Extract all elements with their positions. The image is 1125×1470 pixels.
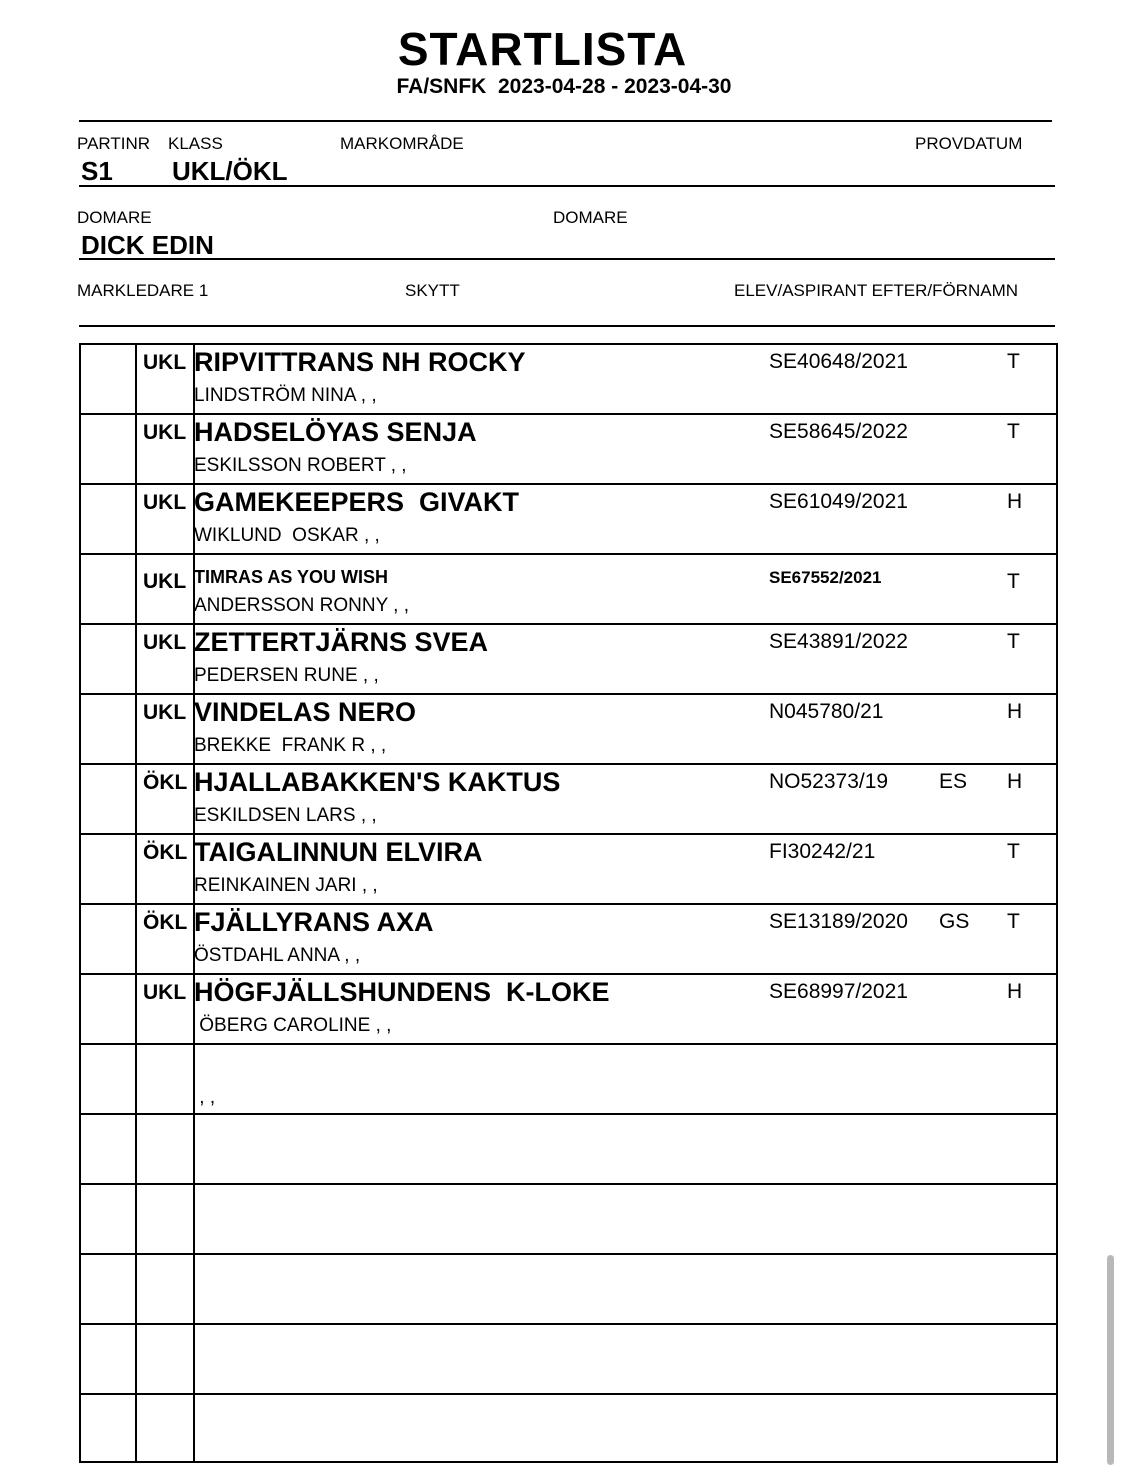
dog-name: HJALLABAKKEN'S KAKTUS (194, 767, 561, 797)
start-number-cell (81, 345, 137, 413)
start-number-cell (81, 555, 137, 623)
table-row (81, 975, 1056, 1045)
event-subtitle: FA/SNFK 2023-04-28 - 2023-04-30 (396, 75, 732, 98)
table-row (81, 415, 1056, 485)
skytt-label: SKYTT (405, 281, 460, 300)
header-divider (79, 120, 1052, 122)
entry-class: UKL (143, 701, 187, 724)
entry-extra: GS (939, 910, 970, 933)
owner-name: PEDERSEN RUNE , , (194, 665, 379, 686)
start-list-table (79, 343, 1058, 1463)
owner-name: BREKKE FRANK R , , (194, 735, 387, 756)
owner-name: ÖSTDAHL ANNA , , (194, 945, 361, 966)
dog-sex: T (1007, 840, 1020, 863)
dog-name: TAIGALINNUN ELVIRA (194, 837, 483, 867)
dog-sex: H (1007, 980, 1023, 1003)
start-number-cell (81, 695, 137, 763)
table-row (81, 835, 1056, 905)
dog-name: HÖGFJÄLLSHUNDENS K-LOKE (194, 977, 610, 1007)
start-number-cell (81, 1045, 137, 1113)
table-row (81, 345, 1056, 415)
table-row (81, 905, 1056, 975)
table-row (81, 555, 1056, 625)
dog-sex: T (1007, 630, 1020, 653)
domare1-value: DICK EDIN (81, 230, 214, 260)
owner-name: ÖBERG CAROLINE , , (194, 1015, 392, 1036)
entry-class: ÖKL (143, 911, 188, 934)
page-title: STARTLISTA (397, 23, 688, 75)
start-number-cell (81, 1395, 137, 1461)
provdatum-label: PROVDATUM (915, 134, 1023, 153)
table-row (81, 1325, 1056, 1395)
registration-number: SE43891/2022 (769, 630, 908, 653)
dog-sex: T (1007, 570, 1020, 593)
registration-number: SE67552/2021 (769, 568, 882, 587)
start-number-cell (81, 485, 137, 553)
table-row (81, 695, 1056, 765)
entry-class: ÖKL (143, 771, 188, 794)
registration-number: SE13189/2020 (769, 910, 908, 933)
entry-class: UKL (143, 570, 187, 593)
entry-class: UKL (143, 351, 187, 374)
klass-label: KLASS (168, 134, 223, 153)
markomrade-label: MARKOMRÅDE (340, 134, 464, 153)
owner-name: LINDSTRÖM NINA , , (194, 385, 377, 406)
dog-name: ZETTERTJÄRNS SVEA (194, 627, 489, 657)
class-cell (137, 1325, 195, 1393)
info-divider-3 (79, 325, 1055, 327)
start-number-cell (81, 1115, 137, 1183)
partinr-value: S1 (81, 156, 113, 186)
dog-name: RIPVITTRANS NH ROCKY (194, 347, 526, 377)
start-number-cell (81, 975, 137, 1043)
owner-name: ESKILDSEN LARS , , (194, 805, 377, 826)
class-cell (137, 1185, 195, 1253)
registration-number: FI30242/21 (769, 840, 876, 863)
dog-sex: H (1007, 770, 1023, 793)
table-row (81, 765, 1056, 835)
start-number-cell (81, 1325, 137, 1393)
class-cell (137, 1395, 195, 1461)
info-divider-2 (79, 258, 1055, 260)
klass-value: UKL/ÖKL (172, 156, 288, 186)
owner-name: REINKAINEN JARI , , (194, 875, 378, 896)
dog-name: FJÄLLYRANS AXA (194, 907, 434, 937)
start-number-cell (81, 1185, 137, 1253)
start-number-cell (81, 765, 137, 833)
registration-number: SE40648/2021 (769, 350, 908, 373)
class-cell (137, 1255, 195, 1323)
table-row (81, 1255, 1056, 1325)
owner-name: ESKILSSON ROBERT , , (194, 455, 407, 476)
table-row (81, 1395, 1056, 1463)
dog-sex: H (1007, 700, 1023, 723)
entry-class: UKL (143, 981, 187, 1004)
table-row (81, 485, 1056, 555)
partinr-label: PARTINR (77, 134, 151, 153)
start-number-cell (81, 625, 137, 693)
table-row (81, 1185, 1056, 1255)
dog-name: TIMRAS AS YOU WISH (194, 567, 389, 587)
dog-sex: H (1007, 490, 1023, 513)
markledare-label: MARKLEDARE 1 (77, 281, 209, 300)
domare1-label: DOMARE (77, 208, 152, 227)
entry-class: UKL (143, 631, 187, 654)
domare2-label: DOMARE (553, 208, 628, 227)
dog-name: HADSELÖYAS SENJA (194, 417, 477, 447)
start-number-cell (81, 905, 137, 973)
dog-sex: T (1007, 350, 1020, 373)
start-number-cell (81, 835, 137, 903)
entry-class: UKL (143, 421, 187, 444)
registration-number: NO52373/19 (769, 770, 889, 793)
entry-extra: ES (939, 770, 968, 793)
dog-name: VINDELAS NERO (194, 697, 417, 727)
registration-number: SE61049/2021 (769, 490, 908, 513)
owner-name: ANDERSSON RONNY , , (194, 595, 410, 616)
table-row (81, 625, 1056, 695)
start-number-cell (81, 1255, 137, 1323)
owner-name: WIKLUND OSKAR , , (194, 525, 380, 546)
start-number-cell (81, 415, 137, 483)
vertical-scrollbar[interactable] (1107, 1255, 1114, 1465)
table-row (81, 1045, 1056, 1115)
registration-number: N045780/21 (769, 700, 884, 723)
dog-sex: T (1007, 910, 1020, 933)
entry-class: ÖKL (143, 841, 188, 864)
class-cell (137, 1115, 195, 1183)
entry-class: UKL (143, 491, 187, 514)
class-cell (137, 1045, 195, 1113)
dog-name: GAMEKEEPERS GIVAKT (194, 487, 520, 517)
registration-number: SE68997/2021 (769, 980, 908, 1003)
owner-name: , , (194, 1087, 216, 1108)
elev-label: ELEV/ASPIRANT EFTER/FÖRNAMN (734, 281, 1019, 300)
info-divider-1 (79, 185, 1055, 187)
table-row (81, 1115, 1056, 1185)
dog-sex: T (1007, 420, 1020, 443)
registration-number: SE58645/2022 (769, 420, 908, 443)
